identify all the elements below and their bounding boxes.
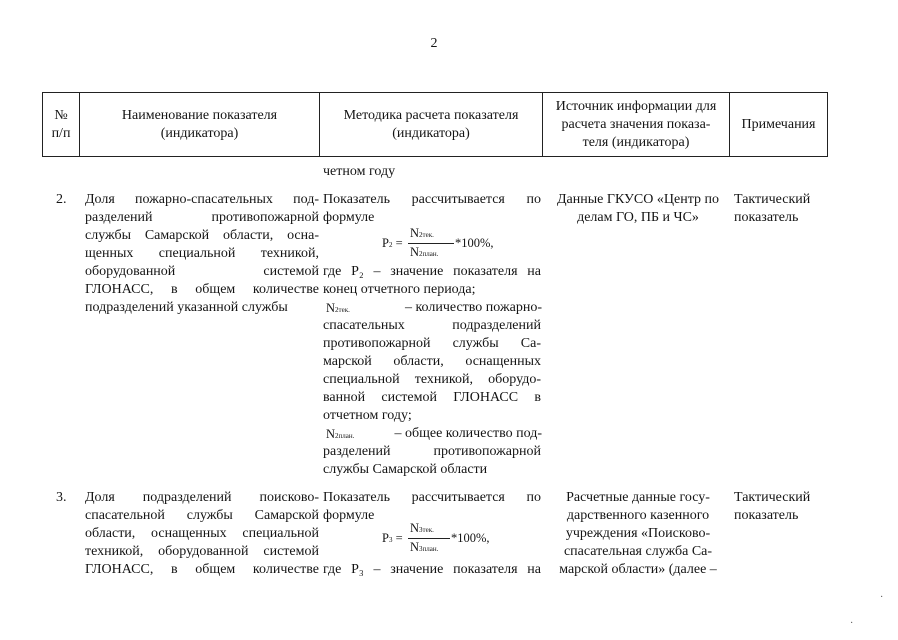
notes-line: показатель	[734, 210, 799, 225]
definition-term: N2тек.	[326, 301, 350, 315]
name-line: области, оснащенных специальной	[85, 526, 319, 541]
formula-denominator: N2план.	[410, 245, 439, 259]
formula-numerator: N2тек.	[410, 226, 434, 240]
definition-text: – общее количество под-	[394, 426, 542, 441]
carryover-text: четном году	[323, 164, 396, 179]
definition-text: – количество пожарно-	[404, 300, 542, 315]
header-right-border	[827, 92, 828, 157]
source-line: Данные ГКУСО «Центр по	[557, 192, 719, 207]
notes-line: показатель	[734, 508, 799, 523]
name-line: щенных специальной техникой,	[85, 246, 319, 261]
header-notes-cell	[730, 93, 827, 156]
scan-speck: ·	[850, 618, 854, 629]
header-text: Методика расчета показателя	[343, 107, 519, 123]
header-text: Примечания	[741, 116, 816, 132]
method-line: специальной техникой, оборудо-	[323, 372, 541, 387]
header-text: теля (индикатора)	[582, 134, 690, 150]
header-source-cell	[543, 93, 729, 156]
header-name-cell	[80, 93, 319, 156]
method-line: отчетном году;	[323, 408, 412, 423]
definition-term: N2план.	[326, 427, 355, 441]
source-line: Расчетные данные госу-	[566, 490, 710, 505]
name-line: ГЛОНАСС, в общем количестве	[85, 282, 319, 297]
method-line: формуле	[323, 210, 375, 225]
header-text: Наименование показателя	[121, 107, 278, 123]
method-line: марской области, оснащенных	[323, 354, 541, 369]
method-line: разделений противопожарной	[323, 444, 541, 459]
name-line: ГЛОНАСС, в общем количестве	[85, 562, 319, 577]
method-line: Показатель рассчитывается по	[323, 490, 541, 505]
header-number-cell	[43, 93, 79, 156]
formula-numerator: N3тек.	[410, 521, 434, 535]
source-line: делам ГО, ПБ и ЧС»	[577, 210, 699, 225]
method-line: Показатель рассчитывается по	[323, 192, 541, 207]
method-line: где P₃ – значение показателя на	[323, 562, 541, 577]
name-line: службы Самарской области, осна-	[85, 228, 319, 243]
method-line: конец отчетного периода;	[323, 282, 476, 297]
formula-tail: *100%,	[455, 236, 494, 250]
header-method-cell	[320, 93, 542, 156]
row-number: 3.	[56, 490, 67, 505]
page-number: 2	[430, 36, 438, 51]
header-text: Источник информации для	[555, 98, 717, 114]
fraction-bar	[408, 538, 450, 539]
method-line: ванной системой ГЛОНАСС в	[323, 390, 541, 405]
name-line: оборудованной системой	[85, 264, 319, 279]
header-bottom-border	[42, 156, 828, 157]
formula-tail: *100%,	[451, 531, 490, 545]
header-text: расчета значения показа-	[561, 116, 711, 132]
name-line: техникой, оборудованной системой	[85, 544, 319, 559]
name-line: спасательной службы Самарской	[85, 508, 319, 523]
method-line: службы Самарской области	[323, 462, 488, 477]
notes-line: Тактический	[734, 192, 811, 207]
method-line: где P₂ – значение показателя на	[323, 264, 541, 279]
name-line: Доля пожарно-спасательных под-	[85, 192, 319, 207]
scan-speck: ·	[880, 592, 884, 603]
name-line: разделений противопожарной	[85, 210, 319, 225]
source-line: спасательная служба Са-	[563, 544, 713, 559]
header-text: (индикатора)	[392, 125, 470, 141]
header-text: (индикатора)	[160, 125, 239, 141]
header-text: №	[54, 107, 68, 123]
fraction-bar	[408, 243, 454, 244]
method-line: формуле	[323, 508, 375, 523]
method-line: противопожарной службы Са-	[323, 336, 541, 351]
formula-denominator: N3план.	[410, 540, 439, 554]
formula-lhs: P2 =	[382, 236, 403, 250]
source-line: учреждения «Поисково-	[565, 526, 711, 541]
notes-line: Тактический	[734, 490, 811, 505]
formula-lhs: P3 =	[382, 531, 403, 545]
source-line: марской области» (далее –	[559, 562, 717, 577]
method-line: спасательных подразделений	[323, 318, 541, 333]
name-line: подразделений указанной службы	[85, 300, 288, 315]
header-text: п/п	[51, 125, 71, 141]
name-line: Доля подразделений поисково-	[85, 490, 319, 505]
source-line: дарственного казенного	[566, 508, 710, 523]
row-number: 2.	[56, 192, 67, 207]
